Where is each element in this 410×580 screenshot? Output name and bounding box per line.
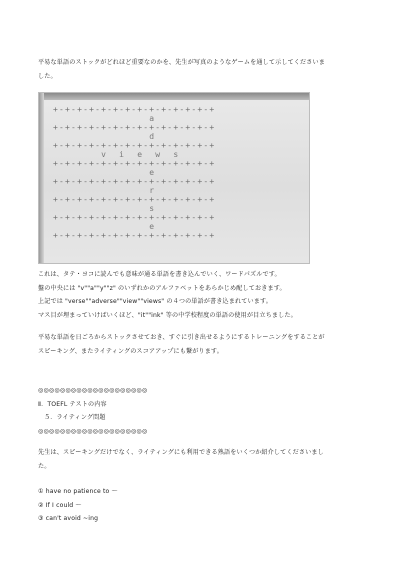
section-heading: Ⅱ．TOEFL テストの内容 (38, 400, 107, 408)
photo-left-shadow (39, 93, 44, 263)
intro-line-1: 平易な単語のストックがどれほど重要なのかを、先生が写真のようなゲームを通して示してくださいま (38, 59, 326, 66)
phrases-intro-paragraph (38, 446, 378, 473)
puzzle-grid-row: +-+-+-+-+-+-+-+-+-+-+-+-+-+ (53, 105, 216, 114)
intro-paragraph (38, 56, 378, 83)
section-divider-top: ◎◎◎◎◎◎◎◎◎◎◎◎◎◎◎◎◎◎◎◎ (38, 387, 148, 394)
puzzle-letter-row: a (53, 114, 156, 123)
puzzle-grid-row: +-+-+-+-+-+-+-+-+-+-+-+-+-+ (53, 195, 216, 204)
word-puzzle-photo (38, 92, 310, 264)
intro-line-2: した。 (38, 72, 57, 80)
puzzle-letter-row: r (53, 186, 156, 195)
phrase-item: ③ can't avoid ~ing (38, 515, 99, 522)
explanation-line-3: 上記では "verse""adverse""view""views" の４つの単語が書き込まれています。 (38, 298, 272, 305)
puzzle-grid-row: +-+-+-+-+-+-+-+-+-+-+-+-+-+ (53, 159, 216, 168)
puzzle-grid-row: +-+-+-+-+-+-+-+-+-+-+-+-+-+ (53, 213, 216, 222)
puzzle-grid-row: +-+-+-+-+-+-+-+-+-+-+-+-+-+ (53, 123, 216, 132)
photo-top-shadow (39, 93, 309, 100)
phrase-list (38, 485, 378, 526)
phrases-intro-line-1: 先生は、スピーキングだけでなく、ライティングにも利用できる熟語をいくつか紹介してくださいまし (38, 449, 324, 456)
puzzle-grid-row: +-+-+-+-+-+-+-+-+-+-+-+-+-+ (53, 231, 216, 240)
puzzle-letter-row: s (53, 204, 156, 213)
section-block (38, 384, 378, 438)
phrases-intro-line-2: た。 (38, 462, 51, 470)
puzzle-grid-row: +-+-+-+-+-+-+-+-+-+-+-+-+-+ (53, 141, 216, 150)
phrase-item: ② If I could 〜 (38, 501, 82, 509)
practice-paragraph (38, 331, 378, 358)
section-divider-bottom: ◎◎◎◎◎◎◎◎◎◎◎◎◎◎◎◎◎◎◎◎ (38, 427, 148, 435)
puzzle-letter-row: e (53, 222, 156, 231)
section-subheading: ５．ライティング問題 (44, 414, 106, 421)
explanation-line-2: 盤の中央には "v""a""y""z" のいずれかのアルファベットをあらかじめ配しておきます。 (38, 284, 286, 292)
puzzle-letter-row: v i e w s (53, 150, 180, 159)
explanation-paragraph (38, 268, 378, 322)
practice-line-1: 平易な単語を日ごろからストックさせておき、すぐに引き出せるようにするトレーニングをすることが (38, 334, 325, 341)
puzzle-letter-row: d (53, 132, 156, 141)
explanation-line-1: これは、タテ・ヨコに読んでも意味が通る単語を書き込んでいく、ワードパズルです。 (38, 271, 281, 278)
explanation-line-4: マス目が埋まっていけばいくほど、"it""ink" 等の中学校程度の単語の使用が目立ちました。 (38, 311, 297, 319)
phrase-item: ① have no patience to 〜 (38, 488, 118, 495)
puzzle-letter-row: e (53, 168, 156, 177)
puzzle-grid-row: +-+-+-+-+-+-+-+-+-+-+-+-+-+ (53, 177, 216, 186)
practice-line-2: スピーキング、またライティングのスコアアップにも繋がります。 (38, 347, 223, 355)
